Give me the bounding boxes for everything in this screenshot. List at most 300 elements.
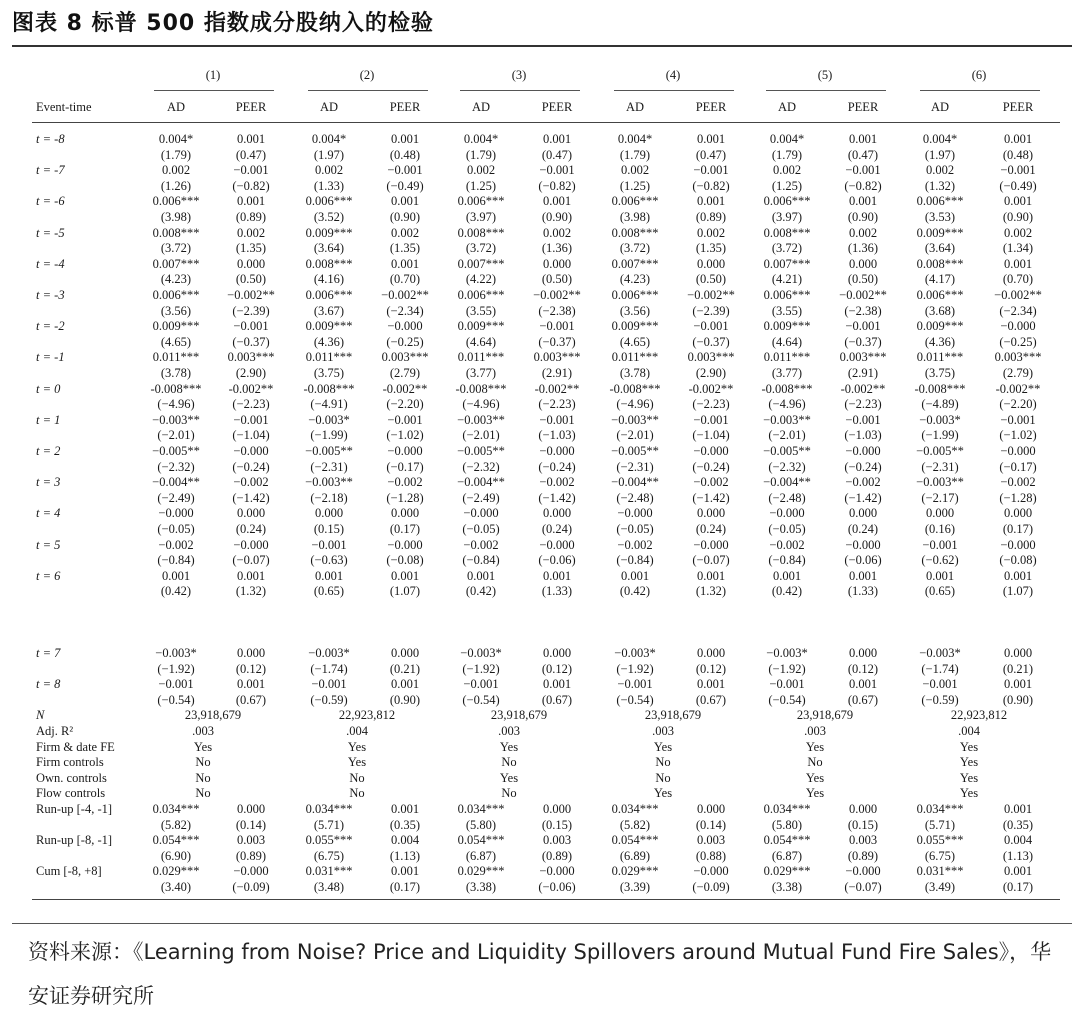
coef-cell: 0.034*** — [916, 802, 964, 816]
tstat-cell: (1.33) — [847, 584, 879, 599]
coef-cell: −0.005** — [611, 444, 659, 458]
tstat-cell: (1.33) — [313, 178, 345, 193]
coef-cell: 0.001 — [848, 568, 878, 583]
coef-cell: 0.004 — [390, 833, 420, 848]
coef-cell: −0.000 — [539, 537, 575, 552]
coef-cell: −0.003* — [919, 412, 961, 427]
tstat-cell: (6.75) — [924, 848, 956, 863]
tstat-cell: (−1.03) — [844, 428, 882, 443]
coef-cell: −0.000 — [769, 506, 805, 521]
coef-cell: −0.001 — [693, 163, 729, 178]
ad-header: AD — [930, 100, 950, 114]
coef-cell: 0.000 — [236, 506, 266, 521]
tstat-cell: (3.97) — [771, 210, 803, 224]
coef-cell: −0.003* — [919, 646, 961, 660]
model-label: (1) — [205, 68, 221, 82]
tstat-cell: (1.79) — [160, 147, 192, 162]
tstat-cell: (−1.42) — [692, 490, 730, 505]
coef-cell: 0.002 — [236, 225, 266, 240]
tstat-cell: (0.67) — [235, 692, 267, 707]
tstat-cell: (−0.09) — [692, 880, 730, 894]
tstat-cell: (−2.34) — [999, 303, 1037, 318]
coef-cell: 0.002 — [848, 225, 878, 240]
tstat-cell: (−1.02) — [386, 428, 424, 443]
coef-cell: −0.001 — [539, 163, 575, 178]
model-underline — [308, 90, 428, 91]
tstat-cell: (1.36) — [847, 241, 879, 256]
coef-cell: 0.003 — [848, 833, 878, 848]
coef-cell: 0.054*** — [457, 833, 505, 848]
tstat-cell: (0.42) — [619, 584, 651, 599]
coef-cell: 0.009*** — [457, 319, 505, 334]
coef-cell: −0.001 — [769, 677, 805, 692]
coef-cell: -0.008*** — [609, 381, 661, 396]
coef-cell: −0.001 — [617, 677, 653, 692]
tstat-cell: (−0.05) — [616, 522, 654, 536]
coef-cell: 0.054*** — [152, 833, 200, 848]
stat-value: No — [807, 755, 823, 770]
source-rule — [12, 923, 1072, 924]
tstat-cell: (−1.42) — [844, 490, 882, 505]
stat-label: Own. controls — [36, 770, 107, 785]
tstat-cell: (3.75) — [313, 366, 345, 380]
coef-cell: 0.002 — [696, 225, 726, 240]
tstat-cell: (1.97) — [924, 147, 956, 162]
tstat-cell: (3.55) — [771, 303, 803, 318]
ad-header: AD — [471, 100, 491, 114]
coef-cell: 0.002 — [1003, 225, 1033, 240]
tstat-cell: (1.13) — [1002, 848, 1034, 863]
tstat-cell: (−0.84) — [616, 553, 654, 568]
tstat-cell: (−2.32) — [768, 459, 806, 474]
tstat-cell: (4.21) — [771, 272, 803, 287]
tstat-cell: (−2.38) — [538, 303, 576, 318]
coef-cell: −0.001 — [539, 412, 575, 427]
tstat-cell: (3.55) — [465, 303, 497, 318]
coef-cell: 0.006*** — [305, 288, 353, 302]
tstat-cell: (3.40) — [160, 880, 192, 894]
coef-cell: 0.001 — [925, 568, 955, 583]
tstat-cell: (0.88) — [695, 848, 727, 863]
model-label: (5) — [817, 68, 833, 82]
tstat-cell: (0.90) — [847, 210, 879, 224]
tstat-cell: (6.75) — [313, 848, 345, 863]
tstat-cell: (−2.31) — [616, 459, 654, 474]
tstat-cell: (3.78) — [160, 366, 192, 380]
tstat-cell: (0.50) — [695, 272, 727, 287]
tstat-cell: (4.16) — [313, 272, 345, 287]
tstat-cell: (1.26) — [160, 178, 192, 193]
coef-cell: −0.001 — [311, 537, 347, 552]
coef-cell: 0.001 — [1003, 568, 1033, 583]
tstat-cell: (−0.82) — [692, 178, 730, 193]
coef-cell: 0.003 — [542, 833, 572, 848]
tstat-cell: (0.47) — [235, 147, 267, 162]
tstat-cell: (3.38) — [771, 880, 803, 894]
coef-cell: 0.007*** — [763, 256, 811, 271]
tstat-cell: (−2.39) — [232, 303, 270, 318]
stat-value: .003 — [192, 724, 214, 738]
stat-value: Yes — [959, 755, 979, 770]
coef-cell: 0.000 — [925, 506, 955, 521]
coef-cell: 0.011*** — [152, 350, 200, 365]
row-label: t = -6 — [36, 194, 65, 209]
tstat-cell: (5.80) — [465, 817, 497, 832]
tstat-cell: (0.47) — [541, 147, 573, 162]
coef-cell: −0.001 — [1000, 412, 1036, 427]
tstat-cell: (3.56) — [160, 303, 192, 318]
coef-cell: 0.009*** — [305, 225, 353, 240]
coef-cell: -0.002** — [228, 381, 274, 396]
coef-cell: 0.000 — [390, 646, 420, 660]
tstat-cell: (−0.17) — [386, 459, 424, 474]
tstat-cell: (2.90) — [235, 366, 267, 380]
coef-cell: 0.006*** — [916, 288, 964, 302]
coef-cell: 0.002 — [620, 163, 650, 178]
coef-cell: 0.001 — [1003, 864, 1033, 879]
tstat-cell: (3.72) — [771, 241, 803, 256]
coef-cell: 0.054*** — [763, 833, 811, 848]
coef-cell: −0.004** — [611, 475, 659, 490]
tstat-cell: (−2.31) — [921, 459, 959, 474]
tstat-cell: (−1.92) — [616, 661, 654, 676]
coef-cell: 0.000 — [696, 506, 726, 521]
coef-cell: 0.000 — [696, 256, 726, 271]
tstat-cell: (−0.07) — [692, 553, 730, 568]
tstat-cell: (−4.91) — [310, 397, 348, 412]
tstat-cell: (−0.82) — [232, 178, 270, 193]
tstat-cell: (−0.06) — [538, 553, 576, 568]
tstat-cell: (−0.05) — [157, 522, 195, 536]
tstat-cell: (0.12) — [695, 661, 727, 676]
coef-cell: −0.001 — [387, 412, 423, 427]
coef-cell: 0.001 — [390, 194, 420, 209]
tstat-cell: (−0.37) — [232, 334, 270, 349]
row-label: t = -1 — [36, 350, 65, 365]
tstat-cell: (0.42) — [160, 584, 192, 599]
coef-cell: 0.001 — [236, 132, 266, 146]
tstat-cell: (−1.74) — [310, 661, 348, 676]
tstat-cell: (1.35) — [235, 241, 267, 256]
stat-value: No — [195, 786, 211, 801]
coef-cell: −0.002** — [839, 288, 887, 302]
row-label: t = 3 — [36, 475, 61, 490]
tstat-cell: (−0.37) — [538, 334, 576, 349]
coef-cell: −0.003* — [308, 412, 350, 427]
peer-header: PEER — [235, 100, 267, 114]
coef-cell: 0.003 — [236, 833, 266, 848]
coef-cell: −0.003* — [155, 646, 197, 660]
tstat-cell: (4.23) — [619, 272, 651, 287]
coef-cell: 0.008*** — [763, 225, 811, 240]
coef-cell: −0.000 — [693, 537, 729, 552]
stat-value: No — [349, 786, 365, 801]
coef-cell: 0.000 — [696, 802, 726, 816]
coef-cell: 0.007*** — [152, 256, 200, 271]
coef-cell: −0.001 — [311, 677, 347, 692]
tstat-cell: (−2.23) — [692, 397, 730, 412]
tstat-cell: (−2.49) — [157, 490, 195, 505]
coef-cell: −0.001 — [922, 537, 958, 552]
tstat-cell: (−0.84) — [157, 553, 195, 568]
tstat-cell: (0.47) — [847, 147, 879, 162]
coef-cell: 0.011*** — [916, 350, 964, 365]
tstat-cell: (−0.25) — [999, 334, 1037, 349]
row-label: t = 5 — [36, 537, 61, 552]
coef-cell: 0.006*** — [611, 194, 659, 209]
tstat-cell: (1.97) — [313, 147, 345, 162]
tstat-cell: (−2.49) — [462, 490, 500, 505]
tstat-cell: (4.65) — [160, 334, 192, 349]
tstat-cell: (2.79) — [389, 366, 421, 380]
tstat-cell: (0.65) — [924, 584, 956, 599]
stat-value: Yes — [805, 739, 825, 754]
coef-cell: −0.001 — [922, 677, 958, 692]
coef-cell: −0.002 — [617, 537, 653, 552]
tstat-cell: (−2.17) — [921, 490, 959, 505]
tstat-cell: (−1.99) — [921, 428, 959, 443]
tstat-cell: (1.25) — [771, 178, 803, 193]
tstat-cell: (2.79) — [1002, 366, 1034, 380]
event-time-header: Event-time — [36, 100, 92, 114]
stat-value: .003 — [652, 724, 674, 738]
tstat-cell: (−1.92) — [768, 661, 806, 676]
tstat-cell: (0.42) — [771, 584, 803, 599]
coef-cell: 0.006*** — [763, 288, 811, 302]
coef-cell: 0.001 — [236, 568, 266, 583]
tstat-cell: (0.16) — [924, 522, 956, 536]
coef-cell: 0.003*** — [227, 350, 275, 365]
tstat-cell: (3.72) — [465, 241, 497, 256]
tstat-cell: (−2.01) — [157, 428, 195, 443]
coef-cell: 0.001 — [161, 568, 191, 583]
tstat-cell: (4.23) — [160, 272, 192, 287]
coef-cell: 0.004* — [769, 132, 805, 146]
coef-cell: −0.001 — [387, 163, 423, 178]
coef-cell: 0.004* — [158, 132, 194, 146]
coef-cell: 0.007*** — [611, 256, 659, 271]
tstat-cell: (−1.03) — [538, 428, 576, 443]
tstat-cell: (−0.49) — [999, 178, 1037, 193]
tstat-cell: (3.98) — [619, 210, 651, 224]
coef-cell: −0.002** — [381, 288, 429, 302]
tstat-cell: (−2.20) — [386, 397, 424, 412]
peer-header: PEER — [695, 100, 727, 114]
tstat-cell: (0.35) — [389, 817, 421, 832]
tstat-cell: (0.14) — [235, 817, 267, 832]
stat-value: Yes — [347, 739, 367, 754]
coef-cell: 0.004* — [922, 132, 958, 146]
coef-cell: −0.001 — [233, 163, 269, 178]
tstat-cell: (3.38) — [465, 880, 497, 894]
coef-cell: −0.005** — [457, 444, 505, 458]
tstat-cell: (−0.82) — [538, 178, 576, 193]
tstat-cell: (−0.59) — [921, 692, 959, 707]
tstat-cell: (−4.96) — [768, 397, 806, 412]
stat-label: Firm & date FE — [36, 739, 115, 754]
tstat-cell: (6.90) — [160, 848, 192, 863]
coef-cell: 0.000 — [1003, 506, 1033, 521]
coef-cell: 0.001 — [848, 677, 878, 692]
row-label: t = 8 — [36, 677, 61, 692]
stat-value: Yes — [805, 786, 825, 801]
model-underline — [460, 90, 580, 91]
tstat-cell: (−1.28) — [386, 490, 424, 505]
tstat-cell: (0.90) — [1002, 692, 1034, 707]
coef-cell: 0.008*** — [152, 225, 200, 240]
coef-cell: 0.001 — [236, 194, 266, 209]
tstat-cell: (−2.23) — [844, 397, 882, 412]
coef-cell: −0.000 — [387, 537, 423, 552]
tstat-cell: (3.67) — [313, 303, 345, 318]
coef-cell: 0.006*** — [152, 288, 200, 302]
tstat-cell: (4.36) — [313, 334, 345, 349]
coef-cell: −0.003** — [305, 475, 353, 490]
ad-header: AD — [319, 100, 339, 114]
tstat-cell: (−1.02) — [999, 428, 1037, 443]
coef-cell: 0.001 — [1003, 802, 1033, 816]
tstat-cell: (0.12) — [235, 661, 267, 676]
runup-label: Cum [-8, +8] — [36, 864, 102, 879]
stat-value: Yes — [959, 739, 979, 754]
coef-cell: 0.001 — [848, 132, 878, 146]
coef-cell: 0.003*** — [994, 350, 1042, 365]
coef-cell: 0.001 — [620, 568, 650, 583]
tstat-cell: (0.89) — [541, 848, 573, 863]
coef-cell: −0.005** — [916, 444, 964, 458]
tstat-cell: (−0.24) — [692, 459, 730, 474]
tstat-cell: (−1.04) — [692, 428, 730, 443]
tstat-cell: (0.15) — [847, 817, 879, 832]
tstat-cell: (5.82) — [619, 817, 651, 832]
coef-cell: −0.001 — [845, 163, 881, 178]
row-label: t = -2 — [36, 319, 65, 334]
coef-cell: −0.002 — [158, 537, 194, 552]
model-underline — [154, 90, 274, 91]
coef-cell: 0.009*** — [152, 319, 200, 334]
coef-cell: −0.005** — [152, 444, 200, 458]
coef-cell: −0.001 — [233, 412, 269, 427]
coef-cell: 0.009*** — [305, 319, 353, 334]
coef-cell: −0.005** — [763, 444, 811, 458]
tstat-cell: (−2.18) — [310, 490, 348, 505]
stat-value: Yes — [653, 739, 673, 754]
row-label: t = -7 — [36, 163, 65, 178]
tstat-cell: (6.87) — [465, 848, 497, 863]
header-rule — [32, 122, 1060, 123]
coef-cell: −0.003* — [614, 646, 656, 660]
tstat-cell: (3.68) — [924, 303, 956, 318]
stat-value: Yes — [499, 739, 519, 754]
coef-cell: −0.000 — [1000, 319, 1036, 334]
coef-cell: −0.000 — [387, 319, 423, 334]
row-label: t = -5 — [36, 225, 65, 240]
tstat-cell: (0.24) — [235, 522, 267, 536]
tstat-cell: (3.49) — [924, 880, 956, 894]
coef-cell: −0.001 — [233, 319, 269, 334]
coef-cell: 0.001 — [848, 194, 878, 209]
coef-cell: 0.055*** — [916, 833, 964, 848]
coef-cell: −0.001 — [1000, 163, 1036, 178]
stat-value: No — [195, 770, 211, 785]
coef-cell: −0.001 — [845, 412, 881, 427]
coef-cell: −0.000 — [463, 506, 499, 521]
coef-cell: 0.029*** — [152, 864, 200, 879]
coef-cell: 0.001 — [542, 677, 572, 692]
coef-cell: −0.003** — [611, 412, 659, 427]
tstat-cell: (−1.28) — [999, 490, 1037, 505]
tstat-cell: (−2.39) — [692, 303, 730, 318]
runup-label: Run-up [-8, -1] — [36, 833, 113, 848]
stat-value: Yes — [499, 770, 519, 785]
tstat-cell: (−0.82) — [844, 178, 882, 193]
tstat-cell: (−4.96) — [462, 397, 500, 412]
peer-header: PEER — [541, 100, 573, 114]
tstat-cell: (0.15) — [541, 817, 573, 832]
coef-cell: −0.002** — [533, 288, 581, 302]
tstat-cell: (0.70) — [389, 272, 421, 287]
coef-cell: 0.029*** — [457, 864, 505, 879]
tstat-cell: (0.47) — [695, 147, 727, 162]
tstat-cell: (0.90) — [389, 210, 421, 224]
tstat-cell: (1.13) — [389, 848, 421, 863]
tstat-cell: (−0.84) — [462, 553, 500, 568]
coef-cell: −0.002 — [539, 475, 575, 490]
coef-cell: −0.003* — [460, 646, 502, 660]
coef-cell: 0.007*** — [457, 256, 505, 271]
coef-cell: 0.001 — [696, 132, 726, 146]
peer-header: PEER — [389, 100, 421, 114]
coef-cell: 0.002 — [314, 163, 344, 178]
coef-cell: -0.008*** — [150, 381, 202, 396]
tstat-cell: (−1.99) — [310, 428, 348, 443]
tstat-cell: (−2.34) — [386, 303, 424, 318]
tstat-cell: (−1.92) — [462, 661, 500, 676]
tstat-cell: (−0.54) — [768, 692, 806, 707]
coef-cell: 0.009*** — [611, 319, 659, 334]
tstat-cell: (4.64) — [465, 334, 497, 349]
tstat-cell: (−0.07) — [844, 880, 882, 894]
tstat-cell: (3.64) — [313, 241, 345, 256]
tstat-cell: (0.12) — [541, 661, 573, 676]
stat-value: Yes — [193, 739, 213, 754]
stat-value: 22,923,812 — [338, 708, 396, 723]
coef-cell: −0.000 — [158, 506, 194, 521]
stat-value: Yes — [347, 755, 367, 770]
tstat-cell: (3.98) — [160, 210, 192, 224]
peer-header: PEER — [847, 100, 879, 114]
coef-cell: −0.000 — [845, 537, 881, 552]
tstat-cell: (5.80) — [771, 817, 803, 832]
coef-cell: −0.002** — [227, 288, 275, 302]
coef-cell: 0.002 — [466, 163, 496, 178]
tstat-cell: (1.32) — [924, 178, 956, 193]
tstat-cell: (1.33) — [541, 584, 573, 599]
tstat-cell: (0.90) — [541, 210, 573, 224]
row-label: t = -4 — [36, 256, 65, 271]
stat-value: 23,918,679 — [796, 708, 854, 723]
tstat-cell: (3.39) — [619, 880, 651, 894]
tstat-cell: (0.21) — [1002, 661, 1034, 676]
coef-cell: −0.005** — [305, 444, 353, 458]
coef-cell: 0.000 — [542, 256, 572, 271]
row-label: t = 0 — [36, 381, 61, 396]
coef-cell: −0.002 — [233, 475, 269, 490]
stat-value: No — [349, 770, 365, 785]
ad-header: AD — [166, 100, 186, 114]
tstat-cell: (1.79) — [465, 147, 497, 162]
coef-cell: 0.008*** — [916, 256, 964, 271]
